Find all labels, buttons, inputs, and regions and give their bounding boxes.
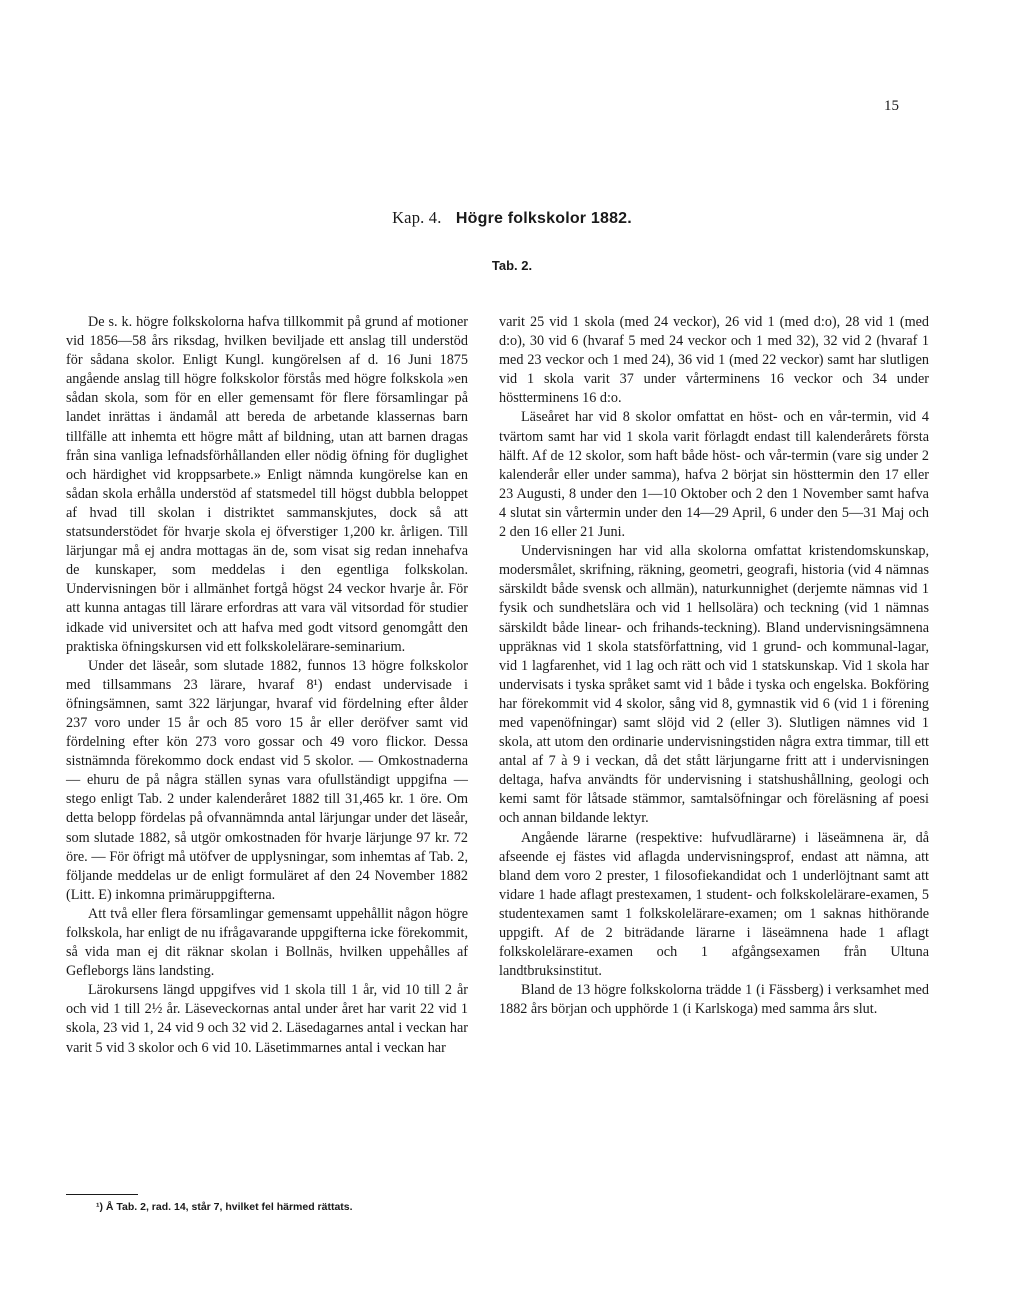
paragraph: Läseåret har vid 8 skolor omfattat en höst- och en vår-termin, vid 4 tvärtom samt har vid 1 skola varit förlagdt endast till kalenderårets första hälft. Af de 12 skolor, som haft både höst- och vår-termin (vare sig under 2 kalenderår eller under samma), hafva 2 börjat sin hösttermin den 17 eller 23 Augusti, 8 under den 1—10 Oktober och 2 den 1 November samt hafva 4 slutat sin vårtermin under den 14—29 April, 6 under den 5—31 Maj och 2 den 16 eller 21 Juni.: [499, 409, 929, 541]
paragraph: Under det läseår, som slutade 1882, funnos 13 högre folkskolor med tillsammans 23 lärare, hvaraf 8¹) endast undervisade i öfningsämnen, samt 322 lärjungar, hvaraf vid fördelning efter ålder 237 voro under 15 år och 85 voro 15 år eller deröfver samt vid fördelning efter kön 273 voro gossar och 49 voro flickor. Dessa sistnämnda förekommo dock endast vid 5 skolor. — Omkostnaderna — ehuru de på några ställen synas vara ofullständigt uppgifna — stego enligt Tab. 2 under kalenderåret 1882 till 31,465 kr. 1 öre. Om detta belopp fördelas på ofvannämnda antal lärjungar under det läseår, som slutade 1882, så utgör omkostnaden för hvarje lärjunge 97 kr. 72 öre. — För öfrigt må utöfver de upplysningar, som inhemtas af Tab. 2, följande meddelas ur de enligt formuläret af den 24 November 1882 (Litt. E) inkomna primäruppgifterna.: [66, 657, 468, 903]
footnote: ¹) Å Tab. 2, rad. 14, står 7, hvilket fel härmed rättats.: [96, 1201, 353, 1213]
right-column: [499, 313, 929, 1019]
table-reference: Tab. 2.: [491, 258, 533, 273]
page-number: 15: [884, 98, 899, 114]
paragraph: varit 25 vid 1 skola (med 24 veckor), 26 vid 1 (med d:o), 28 vid 1 (med d:o), 30 vid 6 (hvaraf 5 med 24 veckor och 1 med 32), 32 vid 2 (hvaraf 1 med 23 veckor och 1 med 24), 36 vid 1 (med 22 veckor) samt har slutligen vid 1 skola varit 37 under vårterminens 16 veckor och 34 under höstterminens 16 d:o.: [499, 314, 929, 407]
chapter-heading: Högre folkskolor 1882.: [455, 210, 632, 227]
paragraph: Bland de 13 högre folkskolorna trädde 1 (i Fässberg) i verksamhet med 1882 års början och upphörde 1 (i Karlskoga) med samma års slut.: [499, 982, 929, 1018]
chapter-title: [0, 208, 1024, 228]
paragraph: Undervisningen har vid alla skolorna omfattat kristendomskunskap, modersmålet, skrifning, räkning, geometri, geografi, historia (vid 4 nämnas särskildt både svensk och allmän), naturkunnighet (derjemte nämnas vid 1 fysik och sundhetslära och vid 1 hellsolära) och teckning (vid 1 nämnas särskildt både linear- och frihands-teckning). Bland undervisningsämnena uppräknas vid 1 skola statsförfattning, vid 1 grund- och kommunal-lagar, vid 1 lagfarenhet, vid 1 lag och rätt och vid 1 statskunskap. Vid 1 skola har undervisats i tyska språket samt vid 1 både i tyska och engelska. Bokföring har förekommit vid 4 skolor, sång vid 8, gymnastik vid 6 (vid 1 i förening med vapenöfningar) samt slöjd vid 2 (eller 3). Slutligen nämnes vid 1 skola, att utom den ordinarie undervisningstiden några extra timmar, till ett antal af 7 à 9 i veckan, då det stått lärjungarne fritt att i undervisningen deltaga, hafva användts för undervisning i statshushållning, geologi och kemi samt för låtsade stämmor, samtalsöfningar och föreläsning af poesi och annan bildande lektyr.: [499, 543, 929, 827]
footnote-divider: [66, 1194, 138, 1195]
paragraph: De s. k. högre folkskolorna hafva tillkommit på grund af motioner vid 1856—58 års riksdag, hvilken beviljade ett anslag till understöd för sådana skolor. Enligt Kungl. kungörelsen af d. 16 Juni 1875 angående anslag till högre folkskolor förstås med högre folkskola »en sådan skola, som för en eller gemensamt för flere församlingar på landet inrättas i ändamål att bereda de arbetande klassernas barn tillfälle att inhemta ett högre mått af bildning, utan att barnen dragas från sina vanliga lefnadsförhållanden eller nödig öfning för duglighet och härdighet vid kroppsarbete.» Enligt nämnda kungörelse kan en sådan skola erhålla understöd af statsmedel till högst dubbla beloppet af hvad till skolan i distriktet sammanskjutes, dock så att statsunderstödet för hvarje skola ej öfverstiger 1,200 kr. årligen. Till lärjungar må ej andra mottagas än de, som visat sig redan innehafva de kunskaper, som meddelas i den egentliga folkskolan. Undervisningen bör i allmänhet fortgå högst 24 veckor hvarje år. För att kunna antagas till lärare erfordras att vara väl vitsordad för studier idkade vid universitet och att hafva med godt vitsord genomgått den praktiska öfningskursen vid ett folkskolelärare-seminarium.: [66, 314, 468, 655]
paragraph: Att två eller flera församlingar gemensamt uppehållit någon högre folkskola, har enligt de nu ifrågavarande uppgifterna icke förekommit, så vida man ej dit räknar skolan i Bollnäs, hvilken uppehålles af Gefleborgs läns landsting.: [66, 905, 468, 980]
chapter-number: Kap. 4.: [392, 208, 442, 227]
left-column: [66, 313, 468, 1058]
paragraph: Lärokursens längd uppgifves vid 1 skola till 1 år, vid 10 till 2 år och vid 1 till 2½ år. Läseveckornas antal under året har varit 22 vid 1 skola, 23 vid 1, 24 vid 9 och 32 vid 2. Läsedagarnes antal i veckan har varit 5 vid 3 skolor och 6 vid 10. Läsetimmarnes antal i veckan har: [66, 982, 468, 1056]
paragraph: Angående lärarne (respektive: hufvudlärarne) i läseämnena är, då afseende ej fästes vid aflagda undervisningsprof, endast att nämna, att bland dem voro 2 prester, 1 filosofiekandidat och 1 underlöjtnant samt att vidare 1 hade aflagt prestexamen, 1 student- och folkskolelärare-examen, 5 studentexamen samt 1 folkskolelärare-examen; om 1 saknas hithörande uppgift. Af de 2 biträdande lärarne i läseämnena hade 1 aflagt folkskolelärare-examen och 1 afgångsexamen från Ultuna landtbruksinstitut.: [499, 829, 929, 980]
